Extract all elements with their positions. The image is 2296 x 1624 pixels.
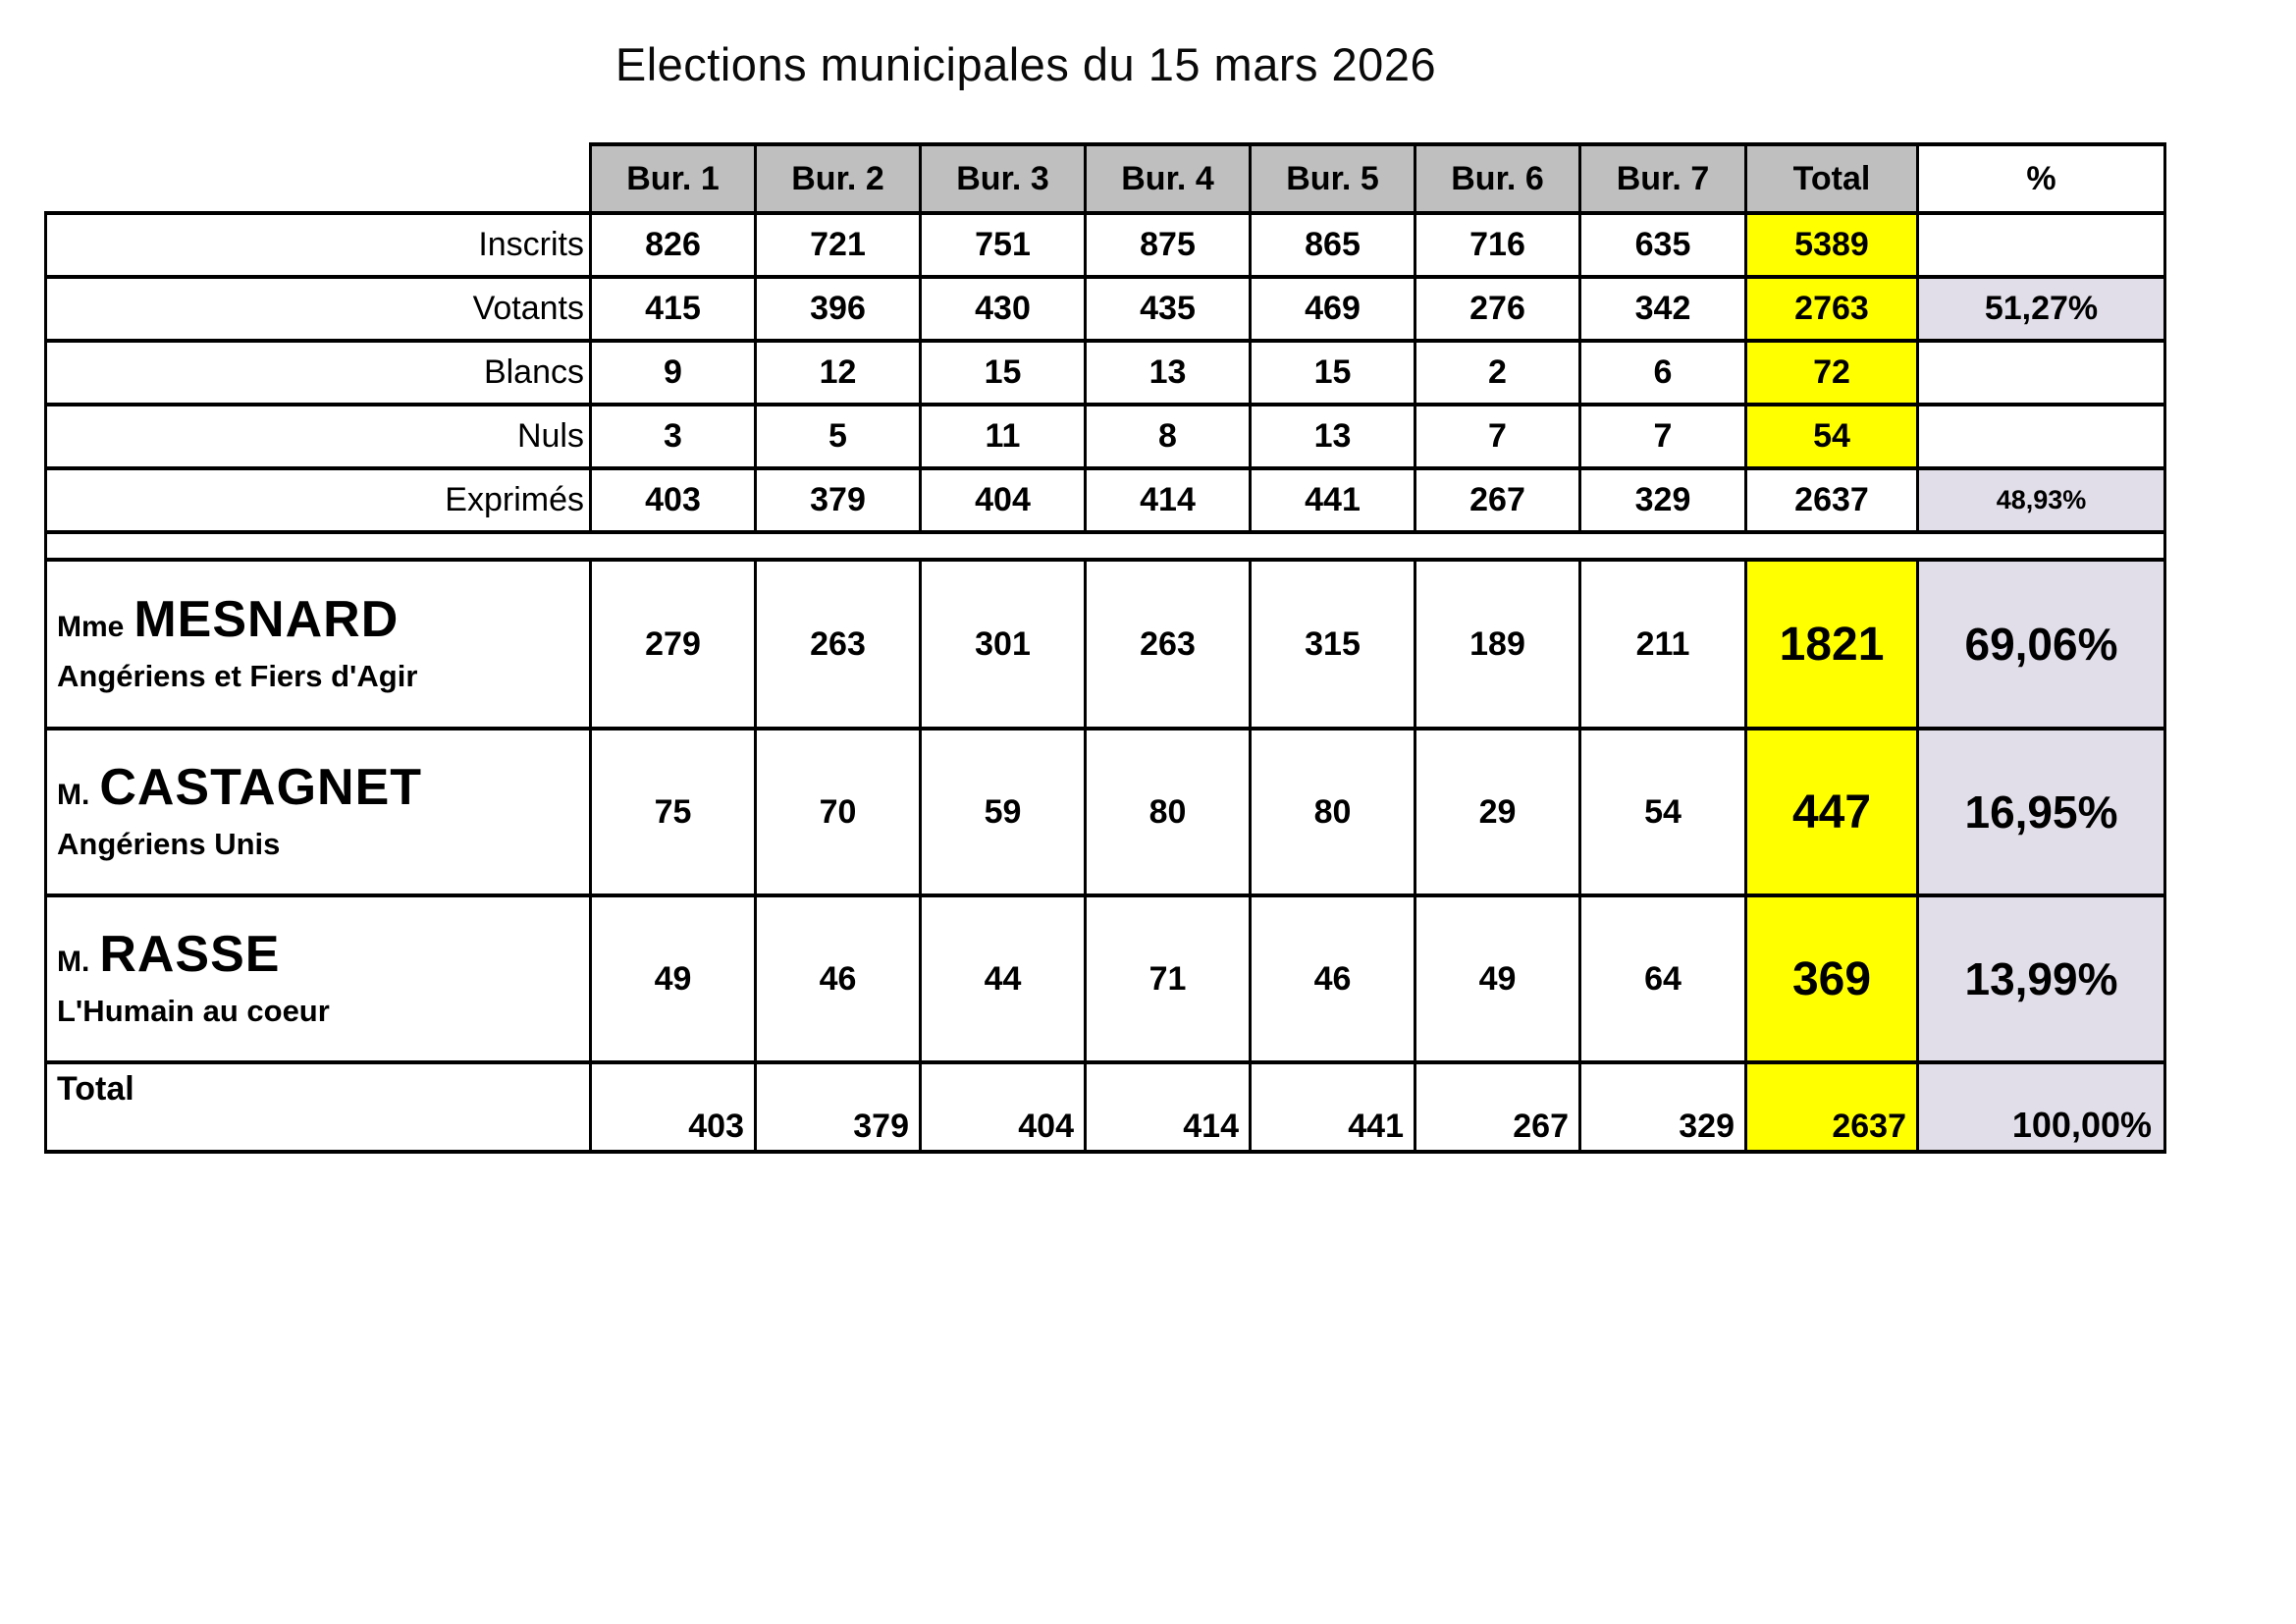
header-bur1: Bur. 1 [589,142,754,211]
stat-value-cell: 865 [1249,211,1414,275]
total-value-cell: 414 [1084,1060,1249,1154]
stat-pct-cell: 51,27% [1916,275,2166,339]
header-bur7: Bur. 7 [1578,142,1744,211]
stat-value-cell: 342 [1578,275,1744,339]
candidate-value-cell: 29 [1414,727,1578,893]
stat-total-cell: 2763 [1744,275,1916,339]
total-value-cell: 379 [754,1060,919,1154]
stat-total-cell: 54 [1744,403,1916,466]
stat-value-cell: 716 [1414,211,1578,275]
candidate-title: M. [57,779,90,811]
candidate-value-cell: 70 [754,727,919,893]
total-grand-total-cell: 2637 [1744,1060,1916,1154]
candidate-title: Mme [57,611,125,643]
candidate-value-cell: 46 [1249,893,1414,1060]
candidate-name-line [57,591,400,648]
candidate-value-cell: 80 [1249,727,1414,893]
stat-value-cell: 404 [919,466,1084,530]
candidate-total-cell: 447 [1744,727,1916,893]
stat-value-cell: 12 [754,339,919,403]
candidate-value-cell: 263 [754,558,919,727]
candidate-value-cell: 71 [1084,893,1249,1060]
total-value-cell: 267 [1414,1060,1578,1154]
candidate-party: L'Humain au coeur [57,994,330,1028]
candidate-value-cell: 64 [1578,893,1744,1060]
stat-value-cell: 267 [1414,466,1578,530]
stat-value-cell: 15 [1249,339,1414,403]
candidate-value-cell: 46 [754,893,919,1060]
stat-value-cell: 11 [919,403,1084,466]
stat-total-cell: 5389 [1744,211,1916,275]
corner-empty-cell [44,142,589,211]
stat-value-cell: 3 [589,403,754,466]
header-bur5: Bur. 5 [1249,142,1414,211]
candidate-value-cell: 49 [589,893,754,1060]
candidate-total-cell: 369 [1744,893,1916,1060]
stat-value-cell: 435 [1084,275,1249,339]
stat-pct-cell [1916,339,2166,403]
stat-label-inscrits: Inscrits [44,211,589,275]
stat-value-cell: 379 [754,466,919,530]
candidate-value-cell: 315 [1249,558,1414,727]
candidate-name: CASTAGNET [99,759,423,816]
candidate-value-cell: 301 [919,558,1084,727]
candidate-total-cell: 1821 [1744,558,1916,727]
stat-pct-cell [1916,211,2166,275]
stat-value-cell: 415 [589,275,754,339]
candidate-value-cell: 59 [919,727,1084,893]
stat-value-cell: 5 [754,403,919,466]
stat-label-votants: Votants [44,275,589,339]
header-bur3: Bur. 3 [919,142,1084,211]
stat-value-cell: 826 [589,211,754,275]
candidate-value-cell: 54 [1578,727,1744,893]
stat-value-cell: 875 [1084,211,1249,275]
stat-value-cell: 13 [1084,339,1249,403]
total-value-cell: 329 [1578,1060,1744,1154]
header-bur6: Bur. 6 [1414,142,1578,211]
stat-value-cell: 469 [1249,275,1414,339]
page-title: Elections municipales du 15 mars 2026 [614,38,1437,90]
candidate-name-line [57,926,281,983]
total-value-cell: 403 [589,1060,754,1154]
stat-value-cell: 9 [589,339,754,403]
stat-value-cell: 751 [919,211,1084,275]
total-value-cell: 441 [1249,1060,1414,1154]
stat-value-cell: 329 [1578,466,1744,530]
candidate-name-line [57,759,423,816]
stat-value-cell: 276 [1414,275,1578,339]
candidate-value-cell: 49 [1414,893,1578,1060]
candidate-party: Angériens Unis [57,827,281,861]
stat-value-cell: 6 [1578,339,1744,403]
candidate-cell-mesnard [44,558,589,727]
spacer-row [44,530,2166,558]
stat-value-cell: 2 [1414,339,1578,403]
stat-value-cell: 7 [1578,403,1744,466]
candidate-name: RASSE [99,926,281,983]
candidate-value-cell: 75 [589,727,754,893]
total-value-cell: 404 [919,1060,1084,1154]
stat-value-cell: 396 [754,275,919,339]
stat-value-cell: 13 [1249,403,1414,466]
stat-value-cell: 8 [1084,403,1249,466]
stat-value-cell: 441 [1249,466,1414,530]
candidate-pct-cell: 13,99% [1916,893,2166,1060]
candidate-value-cell: 263 [1084,558,1249,727]
candidate-name: MESNARD [133,591,400,648]
candidate-value-cell: 44 [919,893,1084,1060]
candidate-pct-cell: 69,06% [1916,558,2166,727]
stat-value-cell: 721 [754,211,919,275]
stat-total-cell: 72 [1744,339,1916,403]
stat-pct-cell: 48,93% [1916,466,2166,530]
stat-label-blancs: Blancs [44,339,589,403]
stat-value-cell: 7 [1414,403,1578,466]
candidate-value-cell: 211 [1578,558,1744,727]
header-percent: % [1916,142,2166,211]
stat-value-cell: 414 [1084,466,1249,530]
header-bur2: Bur. 2 [754,142,919,211]
candidate-title: M. [57,946,90,978]
candidate-party: Angériens et Fiers d'Agir [57,659,418,693]
stat-value-cell: 403 [589,466,754,530]
stat-value-cell: 635 [1578,211,1744,275]
candidate-cell-castagnet [44,727,589,893]
stat-value-cell: 430 [919,275,1084,339]
results-table [44,142,2166,1154]
candidate-value-cell: 189 [1414,558,1578,727]
candidate-cell-rasse [44,893,589,1060]
header-bur4: Bur. 4 [1084,142,1249,211]
total-row-label: Total [44,1060,589,1154]
candidate-pct-cell: 16,95% [1916,727,2166,893]
total-pct-cell: 100,00% [1916,1060,2166,1154]
candidate-value-cell: 279 [589,558,754,727]
stat-label-nuls: Nuls [44,403,589,466]
stat-label-exprimes: Exprimés [44,466,589,530]
stat-pct-cell [1916,403,2166,466]
stat-value-cell: 15 [919,339,1084,403]
header-total: Total [1744,142,1916,211]
stat-total-cell: 2637 [1744,466,1916,530]
candidate-value-cell: 80 [1084,727,1249,893]
